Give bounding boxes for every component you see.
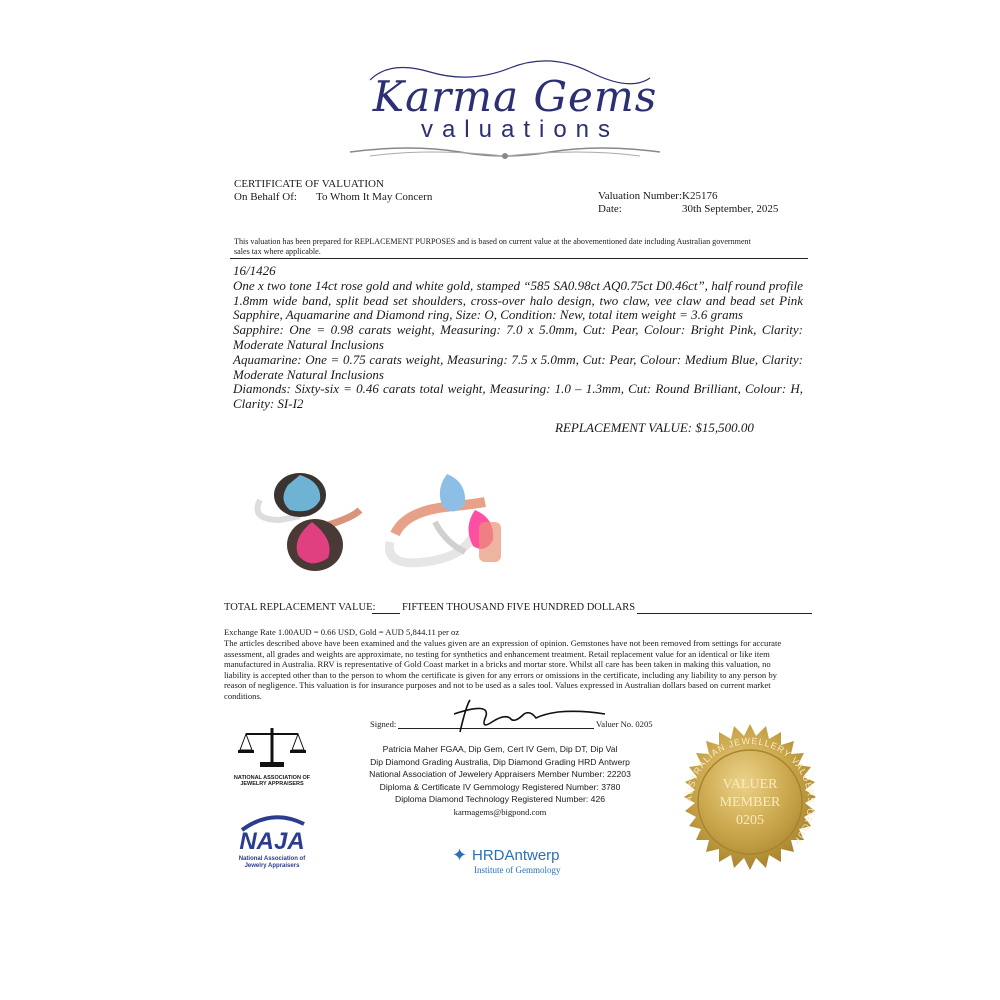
naja-line1: National Association of — [238, 856, 306, 862]
valuation-number-label: Valuation Number: — [598, 190, 683, 202]
sapphire-details: Sapphire: One = 0.98 carats weight, Measuring: 7.0 x 5.0mm, Cut: Pear, Colour: Bright Pink, Clarity: Moderate Natural Inclusions — [233, 322, 803, 352]
signed-label: Signed: — [370, 719, 397, 729]
disclaimer-line: The articles described above have been examined and the values given are an expression of opinion. Gemstones have not been removed from settings for accurate — [224, 638, 782, 648]
behalf-label: On Behalf Of: — [234, 191, 297, 203]
valuer-number: Valuer No. 0205 — [596, 719, 653, 729]
ring-photo-side — [375, 462, 505, 577]
date-label: Date: — [598, 203, 622, 215]
date-value: 30th September, 2025 — [682, 203, 779, 215]
aquamarine-details: Aquamarine: One = 0.75 carats weight, Measuring: 7.5 x 5.0mm, Cut: Pear, Colour: Medium Blue, Clarity: Moderate Natural Inclusions — [233, 351, 803, 382]
item-description-block — [233, 264, 803, 412]
naja-small-line1: NATIONAL ASSOCIATION OF — [233, 775, 311, 781]
disclaimer-line: manufactured in Australia. RRV is representative of Gold Coast market in a bricks and mortar store. Whilst all care has been taken in making this valuation, no — [224, 659, 771, 670]
credential-line: Dip Diamond Grading Australia, Dip Diamond Grading HRD Antwerp — [370, 756, 630, 767]
purpose-line-2: sales tax where applicable. — [234, 247, 321, 256]
exchange-rate: Exchange Rate 1.00AUD = 0.66 USD, Gold = AUD 5,844.11 per oz — [224, 627, 460, 637]
disclaimer — [224, 638, 814, 702]
item-ref: 16/1426 — [233, 263, 276, 278]
disclaimer-line: assessment, all grades and weights are approximate, no testing for synthetics and enhancement treatment. Retail replacement value for an identical or like item — [224, 648, 770, 659]
hrd-subtitle: Institute of Gemmology — [474, 865, 561, 875]
seal-line3: 0205 — [736, 813, 764, 828]
seal-line1: VALUER — [722, 777, 778, 792]
disclaimer-line: conditions. — [224, 690, 262, 701]
certificate-title: CERTIFICATE OF VALUATION — [234, 178, 384, 190]
seal-ring-text: AUSTRALIAN JEWELLERY VALUERS GROUP — [683, 735, 817, 848]
valuer-seal — [670, 722, 830, 882]
valuation-number: K25176 — [682, 190, 718, 202]
total-words: FIFTEEN THOUSAND FIVE HUNDRED DOLLARS — [402, 602, 636, 613]
naja-wordmark: NAJA — [239, 828, 305, 855]
diamond-details: Diamonds: Sixty-six = 0.46 carats total weight, Measuring: 1.0 – 1.3mm, Cut: Round Brilliant, Colour: H, Clarity: SI-I2 — [233, 381, 803, 412]
hrd-logo — [452, 845, 602, 879]
logo-subtitle: valuations — [420, 116, 620, 143]
disclaimer-line: reason of negligence. This valuation is for insurance purposes and not to be used as a sales tool. Values expressed in Australian dollars based on current market — [224, 680, 771, 691]
behalf-value: To Whom It May Concern — [316, 191, 433, 203]
header-divider — [230, 258, 808, 259]
credentials — [340, 743, 660, 819]
hrd-wordmark: HRDAntwerp — [472, 847, 560, 864]
naja-line2: Jewelry Appraisers — [244, 863, 300, 869]
credential-line: Diploma Diamond Technology Registered Number: 426 — [394, 794, 606, 805]
naja-scales-logo — [232, 722, 312, 792]
naja-logo — [232, 812, 312, 872]
contact-email: karmagems@bigpond.com — [453, 806, 547, 817]
credential-line: Patricia Maher FGAA, Dip Gem, Cert IV Gem, Dip DT, Dip Val — [382, 744, 618, 754]
disclaimer-line: liability is accepted other than to the person to whom the certificate is given for any errors or omissions in the certificate, including any liability to any person by — [224, 669, 777, 680]
credential-line: National Association of Jewelery Appraisers Member Number: 22203 — [369, 769, 631, 780]
purpose-line-1: This valuation has been prepared for REPLACEMENT PURPOSES and is based on current value at the abovementioned date including Australian government — [234, 237, 751, 246]
total-label: TOTAL REPLACEMENT VALUE: — [224, 602, 376, 613]
seal-line2: MEMBER — [719, 795, 781, 810]
credential-line: Diploma & Certificate IV Gemmology Registered Number: 3780 — [379, 781, 621, 792]
item-description: One x two tone 14ct rose gold and white gold, stamped “585 SA0.98ct AQ0.75ct D0.46ct”, half round profile 1.8mm wide band, split bead set shoulders, cross-over halo design, two claw, vee claw and bead set Pink Sapphire, Aquamarine and Diamond ring, Size: O, Condition: New, total item weight = 3.6 grams — [233, 277, 803, 323]
hrd-star-icon: ✦ — [452, 845, 468, 865]
company-logo — [330, 52, 680, 162]
scales-icon — [232, 722, 312, 770]
logo-brand: Karma Gems — [372, 72, 658, 121]
naja-small-line2: JEWELRY APPRAISERS — [240, 781, 304, 787]
replacement-value: REPLACEMENT VALUE: $15,500.00 — [555, 420, 754, 435]
ring-photo-front — [240, 460, 370, 575]
handwritten-signature — [440, 696, 610, 736]
